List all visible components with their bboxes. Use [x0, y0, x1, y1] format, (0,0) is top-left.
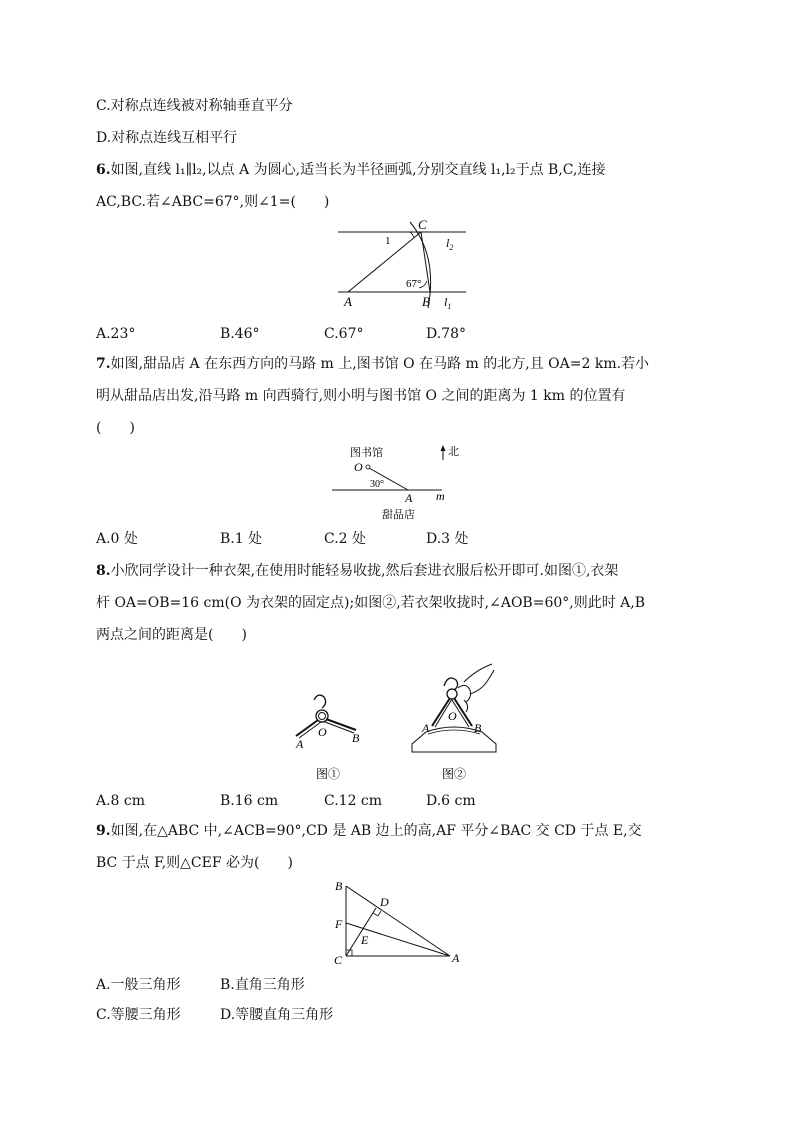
q6-label-67: 67°	[406, 278, 422, 290]
q5-option-c: C.对称点连线被对称轴垂直平分	[96, 98, 293, 114]
q7-option-d[interactable]: D.3 处	[426, 531, 469, 547]
q8-stem-line2: 杆 OA=OB=16 cm(O 为衣架的固定点);如图②,若衣架收拢时,∠AOB=60°,则此时 A,B	[96, 595, 646, 611]
q7-option-b[interactable]: B.1 处	[220, 531, 263, 547]
q8-fig2-label-a: A	[422, 721, 430, 735]
q7-label-north: 北	[448, 446, 459, 458]
q7-text-1: 如图,甜品店 A 在东西方向的马路 m 上,图书馆 O 在马路 m 的北方,且 OA=2 km.若小	[110, 356, 650, 372]
q7-number: 7.	[96, 356, 111, 372]
q9-option-b[interactable]: B.直角三角形	[220, 977, 305, 993]
q7-label-m: m	[436, 489, 445, 503]
q9-label-a: A	[452, 951, 460, 965]
q7-label-library: 图书馆	[350, 447, 383, 459]
q8-stem-line3: 两点之间的距离是( )	[96, 627, 247, 643]
north-arrow-icon	[441, 445, 446, 451]
q6-label-c: C	[418, 217, 427, 232]
q8-option-c[interactable]: C.12 cm	[324, 793, 383, 809]
q6-label-l2: $l_2$	[446, 236, 454, 252]
q8-fig1-label-o: O	[318, 725, 327, 739]
q7-label-a: A	[405, 491, 413, 505]
q8-option-b[interactable]: B.16 cm	[220, 793, 279, 809]
q8-figure-2	[408, 660, 508, 780]
q8-option-d[interactable]: D.6 cm	[426, 793, 476, 809]
q9-label-c: C	[334, 953, 343, 967]
q6-stem-line1	[96, 160, 605, 180]
q6-label-a: A	[344, 294, 352, 309]
q7-label-o: O	[354, 460, 363, 474]
q9-text-1: 如图,在△ABC 中,∠ACB=90°,CD 是 AB 边上的高,AF 平分∠BAC 交 CD 于点 E,交	[110, 823, 642, 839]
q7-option-c[interactable]: C.2 处	[324, 531, 367, 547]
q6-figure	[338, 218, 468, 310]
q8-option-a[interactable]: A.8 cm	[96, 793, 146, 809]
q7-label-30: 30°	[370, 479, 384, 490]
q9-label-e: E	[361, 933, 369, 947]
q7-stem-line2: 明从甜品店出发,沿马路 m 向西骑行,则小明与图书馆 O 之间的距离为 1 km 的位置有	[96, 388, 626, 404]
q8-figure-1	[290, 690, 380, 780]
q9-label-d: D	[380, 895, 389, 909]
q6-option-b[interactable]: B.46°	[220, 326, 260, 342]
q9-figure	[330, 876, 466, 968]
q8-number: 8.	[96, 563, 111, 579]
q7-stem-line1	[96, 354, 649, 374]
q6-text-1: 如图,直线 l₁∥l₂,以点 A 为圆心,适当长为半径画弧,分别交直线 l₁,l₂于点 B,C,连接	[110, 162, 606, 178]
q6-stem-line2: AC,BC.若∠ABC=67°,则∠1=( )	[96, 194, 330, 210]
q6-option-c[interactable]: C.67°	[324, 326, 364, 342]
q7-figure	[330, 440, 460, 522]
q9-option-c[interactable]: C.等腰三角形	[96, 1007, 181, 1023]
q7-stem-line3: ( )	[96, 420, 135, 436]
q9-label-b: B	[335, 879, 343, 893]
q8-caption-1: 图①	[316, 767, 341, 781]
q9-label-f: F	[335, 917, 343, 931]
q7-label-shop: 甜品店	[382, 509, 415, 521]
q7-option-a[interactable]: A.0 处	[96, 531, 138, 547]
q9-option-a[interactable]: A.一般三角形	[96, 977, 181, 993]
q9-stem-line1	[96, 821, 642, 841]
q6-label-angle1: 1	[385, 235, 391, 247]
q8-fig2-label-o: O	[448, 709, 457, 723]
q6-option-a[interactable]: A.23°	[96, 326, 136, 342]
q6-option-d[interactable]: D.78°	[426, 326, 466, 342]
q9-option-d[interactable]: D.等腰直角三角形	[220, 1007, 334, 1023]
hand-icon	[458, 664, 494, 712]
q8-text-1: 小欣同学设计一种衣架,在使用时能轻易收拢,然后套进衣服后松开即可.如图①,衣架	[110, 563, 619, 579]
q8-fig1-label-b: B	[352, 731, 360, 745]
q8-caption-2: 图②	[442, 767, 467, 781]
q6-label-b: B	[422, 294, 430, 309]
q9-stem-line2: BC 于点 F,则△CEF 必为( )	[96, 855, 293, 871]
q5-option-d: D.对称点连线互相平行	[96, 130, 238, 146]
q8-stem-line1	[96, 561, 618, 581]
q8-fig1-label-a: A	[296, 737, 304, 751]
q9-number: 9.	[96, 823, 111, 839]
q8-fig2-label-b: B	[474, 721, 482, 735]
q6-label-l1: $l_1$	[444, 295, 452, 311]
q6-number: 6.	[96, 162, 111, 178]
